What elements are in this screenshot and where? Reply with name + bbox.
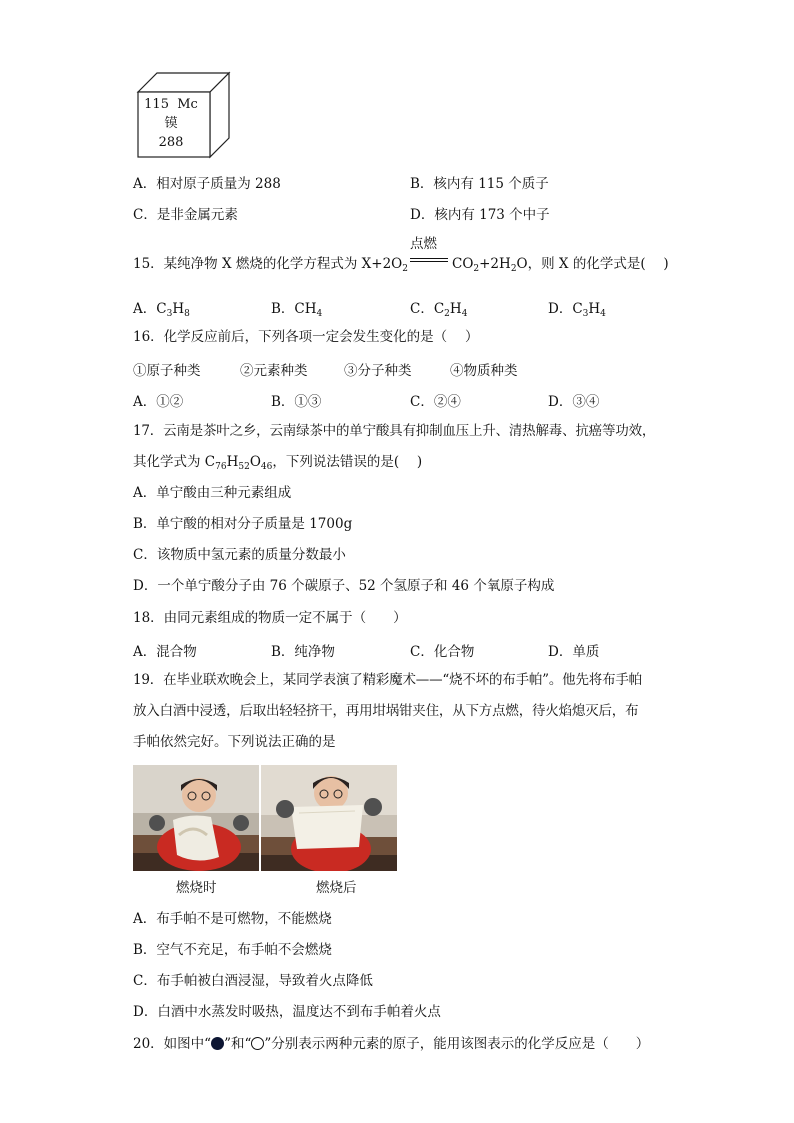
- q18-option-a: A．混合物: [133, 644, 197, 660]
- q19-option-c: C．布手帕被白酒浸湿，导致着火点降低: [133, 973, 373, 989]
- q14-option-b: B．核内有 115 个质子: [410, 176, 549, 192]
- element-mass: 288: [158, 135, 184, 150]
- q19-option-b: B．空气不充足，布手帕不会燃烧: [133, 942, 332, 958]
- q19-stem-line1: 19．在毕业联欢晚会上，某同学表演了精彩魔术——“烧不坏的布手帕”。他先将布手帕: [133, 672, 642, 688]
- q17-option-c: C．该物质中氢元素的质量分数最小: [133, 547, 346, 563]
- q15-option-d: D．$C_3H_4$: [548, 301, 606, 319]
- q16-item-3: ③分子种类: [344, 363, 412, 379]
- q14-option-d: D．核内有 173 个中子: [410, 207, 550, 223]
- photo-caption-after: 燃烧后: [316, 880, 357, 896]
- q18-option-c: C．化合物: [410, 644, 475, 660]
- q16-option-a: A．①②: [133, 394, 184, 410]
- q16-stem: 16．化学反应前后，下列各项一定会发生变化的是（ ）: [133, 329, 479, 345]
- q16-option-c: C．②④: [410, 394, 461, 410]
- q15-option-c: C．$C_2H_4$: [410, 301, 468, 319]
- q17-option-d: D．一个单宁酸分子由 76 个碳原子、52 个氢原子和 46 个氧原子构成: [133, 578, 555, 594]
- q16-item-4: ④物质种类: [450, 363, 518, 379]
- q15-stem: 15．某纯净物 X 燃烧的化学方程式为 $X+2O_2$ 点燃 $CO_2+2H_2O$，则 X 的化学式是( ): [133, 236, 669, 274]
- q14-option-a: A．相对原子质量为 288: [133, 176, 281, 192]
- element-number-symbol: 115 Mc: [144, 97, 198, 112]
- hollow-atom-icon: [251, 1037, 264, 1050]
- q20-stem: 20．如图中“ ”和“ ”分别表示两种元素的原子，能用该图表示的化学反应是（ ）: [133, 1036, 650, 1052]
- q19-stem-line3: 手帕依然完好。下列说法正确的是: [133, 734, 336, 750]
- element-name: 镆: [164, 116, 178, 131]
- q17-stem-line2: 其化学式为 $C_{76}H_{52}O_{46}$，下列说法错误的是( ): [133, 454, 423, 472]
- q16-item-1: ①原子种类: [133, 363, 201, 379]
- q19-option-a: A．布手帕不是可燃物，不能燃烧: [133, 911, 332, 927]
- photo-after-burning: [261, 765, 397, 871]
- q16-option-b: B．①③: [271, 394, 322, 410]
- photo-caption-burning: 燃烧时: [176, 880, 217, 896]
- q14-option-c: C．是非金属元素: [133, 207, 238, 223]
- q19-stem-line2: 放入白酒中浸透，后取出轻轻挤干，再用坩埚钳夹住，从下方点燃，待火焰熄灭后，布: [133, 703, 639, 719]
- q17-option-a: A．单宁酸由三种元素组成: [133, 485, 292, 501]
- filled-atom-icon: [211, 1037, 224, 1050]
- q18-option-b: B．纯净物: [271, 644, 335, 660]
- q18-stem: 18．由同元素组成的物质一定不属于（ ）: [133, 610, 407, 626]
- q18-option-d: D．单质: [548, 644, 600, 660]
- q17-stem-line1: 17．云南是茶叶之乡，云南绿茶中的单宁酸具有抑制血压上升、清热解毒、抗癌等功效，: [133, 423, 656, 439]
- q16-item-2: ②元素种类: [240, 363, 308, 379]
- q17-option-b: B．单宁酸的相对分子质量是 1700g: [133, 516, 353, 532]
- q15-option-a: A．$C_3H_8$: [133, 301, 190, 319]
- q16-option-d: D．③④: [548, 394, 600, 410]
- q19-option-d: D．白酒中水蒸发时吸热，温度达不到布手帕着火点: [133, 1004, 441, 1020]
- photo-burning: [133, 765, 259, 871]
- q15-option-b: B．$CH_4$: [271, 301, 323, 319]
- reaction-condition: 点燃: [408, 250, 452, 268]
